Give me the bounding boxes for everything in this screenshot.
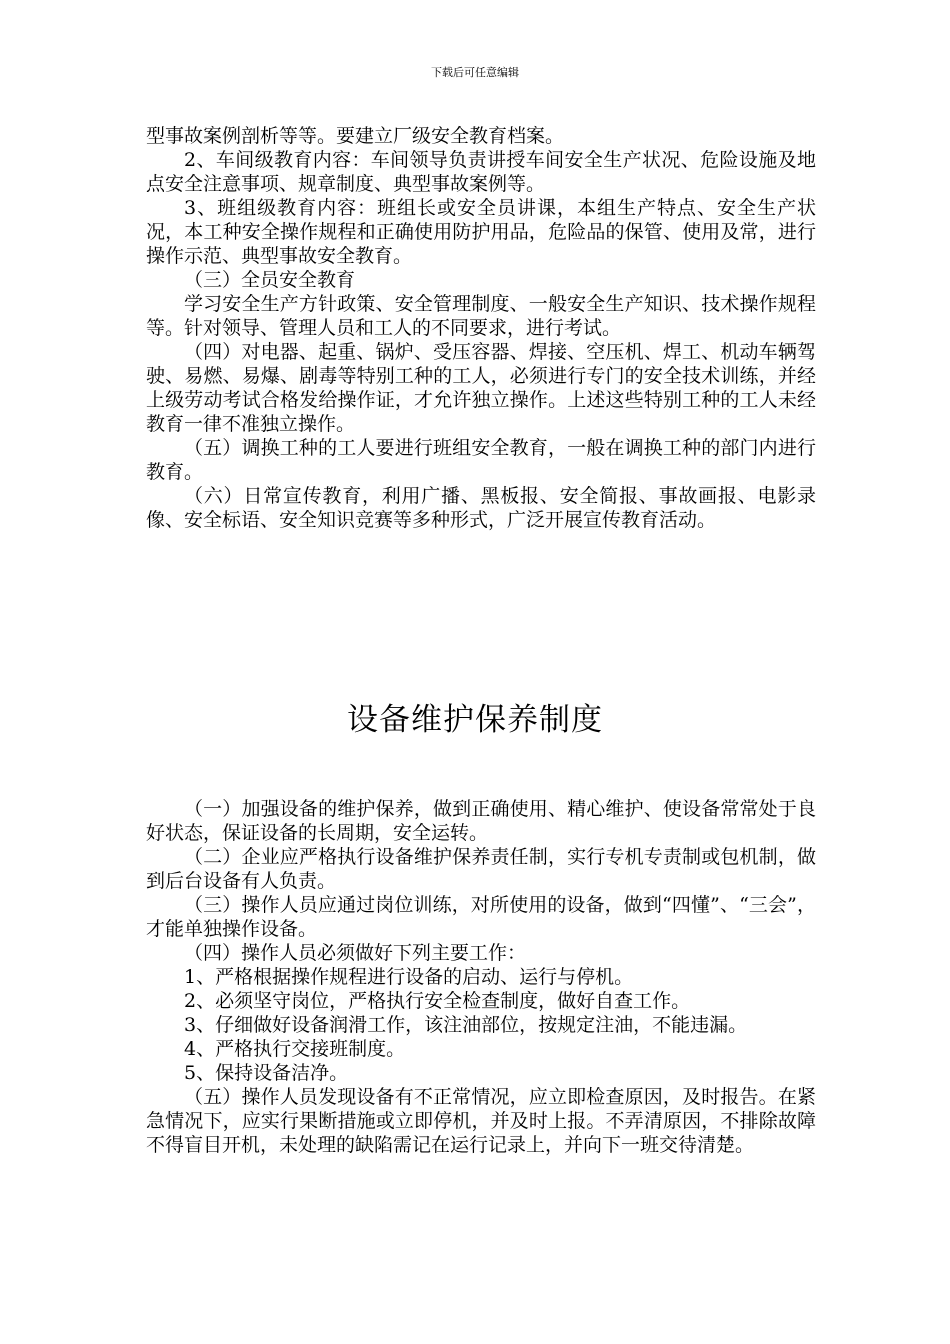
paragraph: （四）操作人员必须做好下列主要工作： [184,942,527,964]
paragraph: 型事故案例剖析等等。要建立厂级安全教育档案。 [146,125,565,147]
subheading: （三）全员安全教育 [184,269,356,291]
page-title: 设备维护保养制度 [347,702,603,738]
header-note: 下载后可任意编辑 [431,66,519,79]
paragraph: （六）日常宣传教育，利用广播、黑板报、安全简报、事故画报、电影录像、安全标语、安全知识竞赛等多种形式，广泛开展宣传教育活动。 [146,485,816,531]
list-item: 3、仔细做好设备润滑工作，该注油部位，按规定注油，不能违漏。 [184,1014,748,1036]
list-item: 5、保持设备洁净。 [184,1062,349,1084]
section-safety-education [146,124,816,532]
paragraph: 3、班组级教育内容：班组长或安全员讲课，本组生产特点、安全生产状况，本工种安全操作规程和正确使用防护用品，危险品的保管、使用及常，进行操作示范、典型事故安全教育。 [146,197,816,267]
paragraph: 2、车间级教育内容：车间领导负责讲授车间安全生产状况、危险设施及地点安全注意事项、规章制度、典型事故案例等。 [146,149,816,195]
paragraph: 学习安全生产方针政策、安全管理制度、一般安全生产知识、技术操作规程等。针对领导、管理人员和工人的不同要求，进行考试。 [146,293,816,339]
list-item: 2、必须坚守岗位，严格执行安全检查制度，做好自查工作。 [184,990,691,1012]
paragraph: （五）调换工种的工人要进行班组安全教育，一般在调换工种的部门内进行教育。 [146,437,816,483]
paragraph: （一）加强设备的维护保养，做到正确使用、精心维护、使设备常常处于良好状态，保证设备的长周期，安全运转。 [146,798,816,844]
section-equipment-maintenance [146,797,816,1157]
list-item: 1、严格根据操作规程进行设备的启动、运行与停机。 [184,966,634,988]
list-item: 4、严格执行交接班制度。 [184,1038,406,1060]
paragraph: （五）操作人员发现设备有不正常情况，应立即检查原因，及时报告。在紧急情况下，应实行果断措施或立即停机，并及时上报。不弄清原因，不排除故障不得盲目开机，未处理的缺陷需记在运行记录上，并向下一班交待清楚。 [146,1086,816,1156]
paragraph: （三）操作人员应通过岗位训练，对所使用的设备，做到“四懂”、“三会”，才能单独操作设备。 [146,894,816,940]
paragraph: （四）对电器、起重、锅炉、受压容器、焊接、空压机、焊工、机动车辆驾驶、易燃、易爆、剧毒等特别工种的工人，必须进行专门的安全技术训练，并经上级劳动考试合格发给操作证，才允许独立操作。上述这些特别工种的工人未经教育一律不准独立操作。 [146,341,816,435]
paragraph: （二）企业应严格执行设备维护保养责任制，实行专机专责制或包机制，做到后台设备有人负责。 [146,846,816,892]
